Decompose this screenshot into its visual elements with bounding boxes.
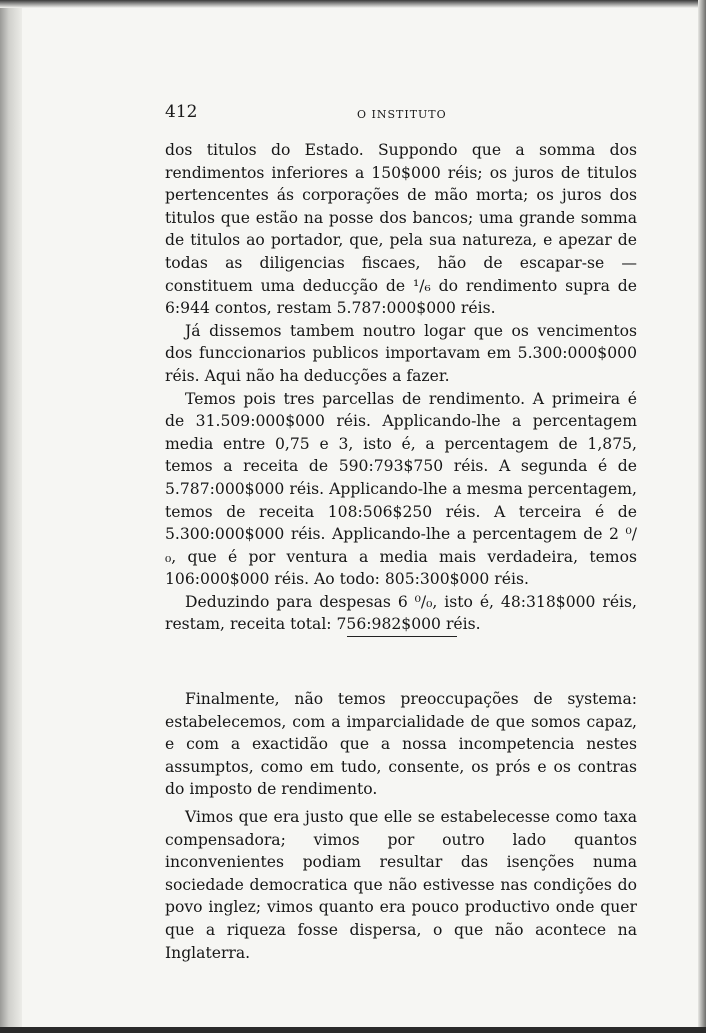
book-spine-shadow bbox=[0, 0, 22, 1033]
section-divider bbox=[347, 636, 457, 637]
page-number: 412 bbox=[165, 102, 198, 122]
running-head: O INSTITUTO bbox=[357, 108, 447, 121]
paragraph: Já dissemos tambem noutro logar que os vencimentos dos funccionarios publicos importavam em 5.300:000$000 réis. Aqui não ha deducções a fazer. bbox=[165, 321, 637, 385]
paragraph: Deduzindo para despesas 6 ⁰/₀, isto é, 48:318$000 réis, restam, receita total: 756:982$000 réis. bbox=[165, 592, 637, 634]
page-top-edge bbox=[0, 0, 706, 8]
paragraph: Finalmente, não temos preoccupações de systema: estabelecemos, com a imparcialidade de que somos capaz, e com a exactidão que a nossa incompetencia nestes assumptos, como em tudo, consente, os prós e os contras do imposto de rendimento. bbox=[165, 690, 637, 799]
paragraph: dos titulos do Estado. Suppondo que a somma dos rendimentos inferiores a 150$000 réis; os juros de titulos pertencentes ás corporações de mão morta; os juros dos titulos que estão na posse dos bancos; uma grande somma de titulos ao portador, que, pela sua natureza, e apezar de todas as diligencias fiscaes, hão de escapar-se — constituem uma deducção de ¹/₆ do rendimento supra de 6:944 contos, restam 5.787:000$000 réis. bbox=[165, 141, 637, 318]
paragraph: Vimos que era justo que elle se estabelecesse como taxa compensadora; vimos por outro lado quantos inconvenientes podiam resultar das isenções numa sociedade democratica que não estivesse nas condições do povo inglez; vimos quanto era pouco productivo onde quer que a riqueza fosse dispersa, o que não acontece na Inglaterra. bbox=[165, 807, 637, 962]
page-right-edge bbox=[698, 0, 706, 1033]
page-bottom-edge bbox=[0, 1027, 706, 1033]
main-text-section bbox=[165, 139, 637, 636]
conclusion-text-section bbox=[165, 688, 637, 964]
paragraph: Temos pois tres parcellas de rendimento. A primeira é de 31.509:000$000 réis. Applicando-lhe a percentagem media entre 0,75 e 3, isto é, a percentagem de 1,875, temos a receita de 590:793$750 réis. A segunda é de 5.787:000$000 réis. Applicando-lhe a mesma percentagem, temos de receita 108:506$250 réis. A terceira é de 5.300:000$000 réis. Applicando-lhe a percentagem de 2 ⁰/₀, que é por ventura a media mais verdadeira, temos 106:000$000 réis. Ao todo: 805:300$000 réis. bbox=[165, 389, 637, 589]
page-header bbox=[165, 102, 637, 126]
